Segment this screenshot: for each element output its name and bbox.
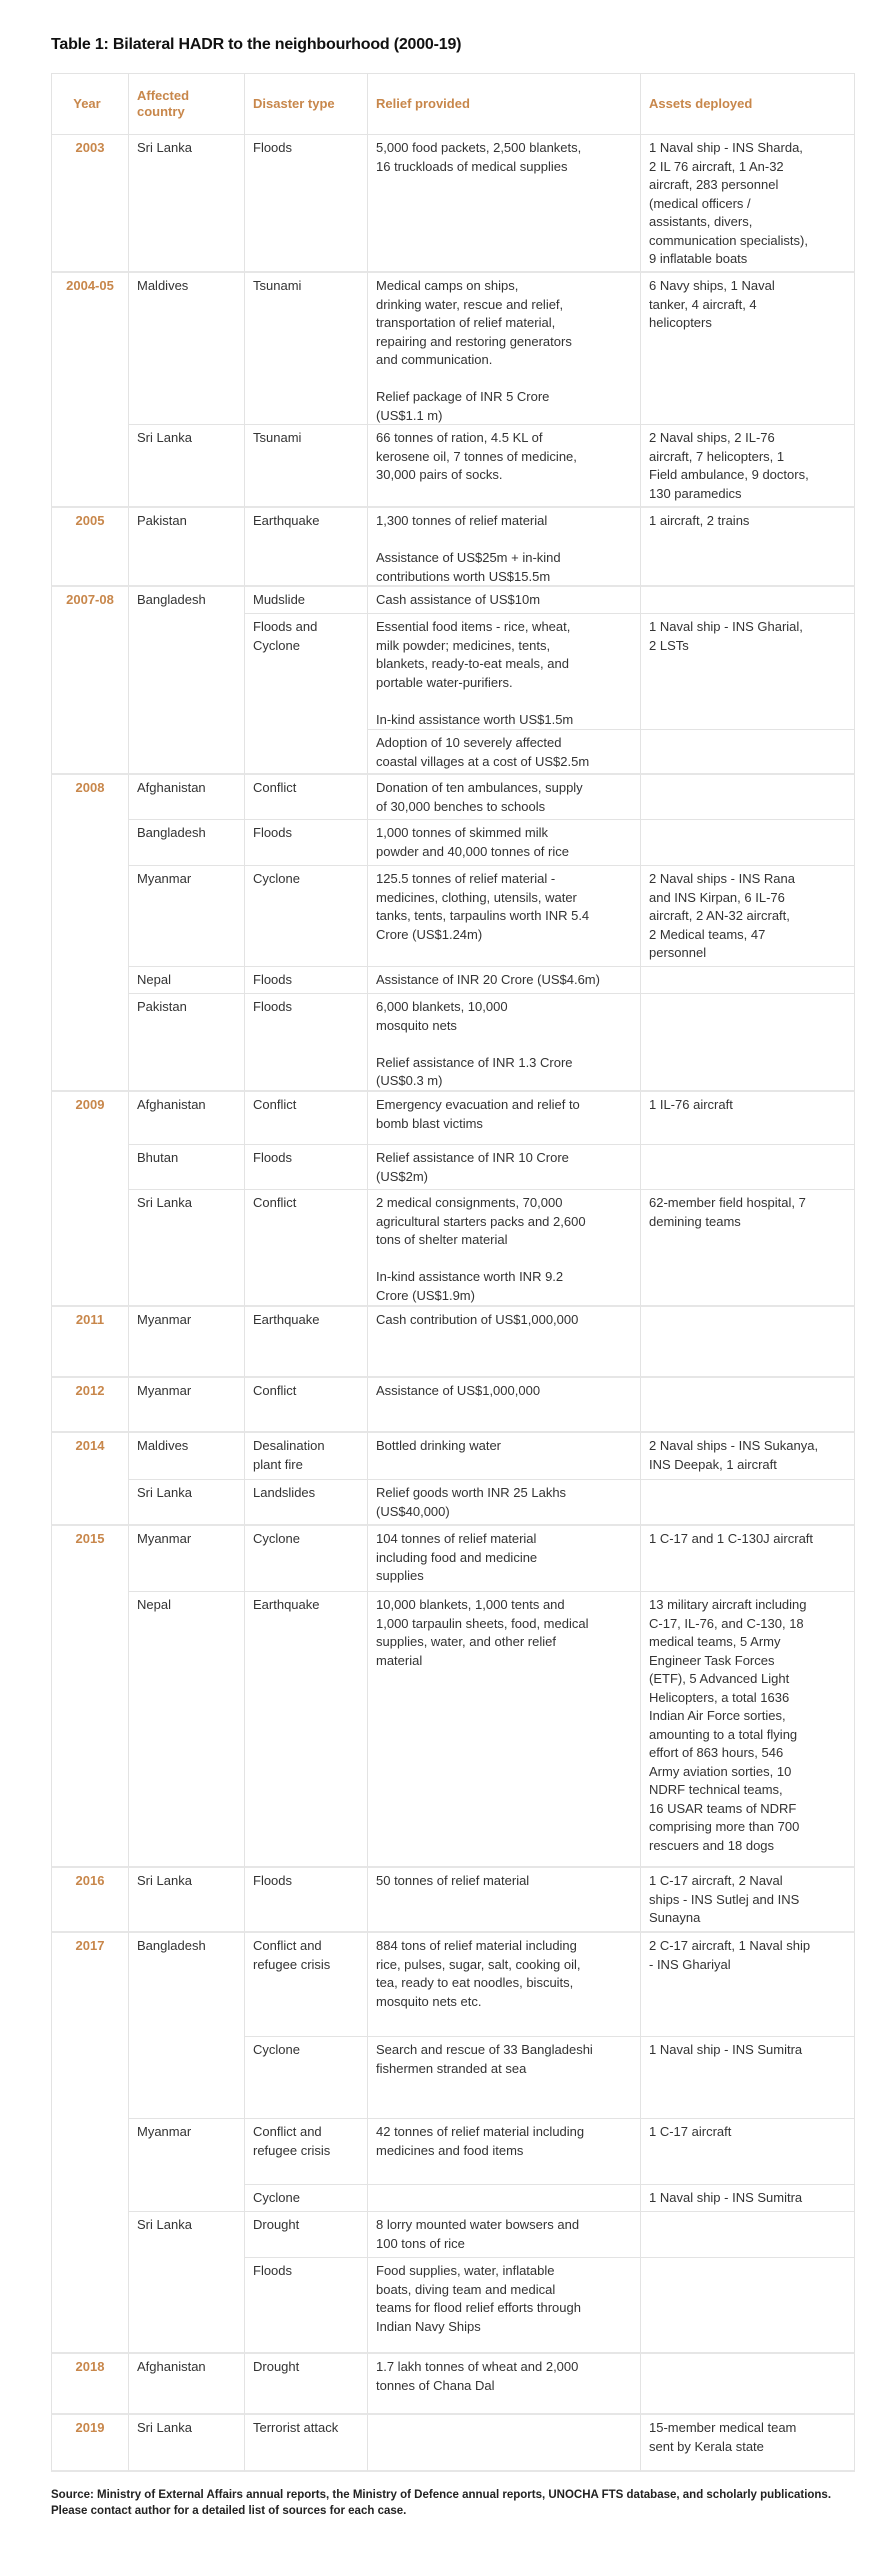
country-cell: Nepal xyxy=(129,967,245,994)
year-cell: 2003 xyxy=(51,135,129,273)
assets-cell: 15-member medical team sent by Kerala state xyxy=(641,2415,855,2472)
year-cell: 2007-08 xyxy=(51,587,129,775)
disaster-cell: Floods and Cyclone xyxy=(245,614,368,775)
relief-cell: Emergency evacuation and relief to bomb blast victims xyxy=(368,1092,641,1145)
country-cell: Sri Lanka xyxy=(129,135,245,273)
disaster-cell: Conflict xyxy=(245,1092,368,1145)
assets-cell: 1 Naval ship - INS Sumitra xyxy=(641,2185,855,2212)
relief-cell: 1,000 tonnes of skimmed milk powder and 40,000 tonnes of rice xyxy=(368,820,641,866)
relief-cell: 884 tons of relief material including rice, pulses, sugar, salt, cooking oil, tea, ready to eat noodles, biscuits, mosquito nets etc. xyxy=(368,1933,641,2037)
disaster-cell: Floods xyxy=(245,135,368,273)
disaster-cell: Drought xyxy=(245,2212,368,2258)
assets-cell: 6 Navy ships, 1 Naval tanker, 4 aircraft, 4 helicopters xyxy=(641,273,855,425)
source-note: Source: Ministry of External Affairs annual reports, the Ministry of Defence annual reports, UNOCHA FTS database, and scholarly publications. Please contact author for a detailed list of sources for each case. xyxy=(51,2489,832,2517)
country-cell: Pakistan xyxy=(129,508,245,587)
relief-cell: Cash assistance of US$10m xyxy=(368,587,641,614)
relief-cell: Essential food items - rice, wheat, milk powder; medicines, tents, blankets, ready-to-eat meals, and portable water-purifiers. In-kind assistance worth US$1.5m xyxy=(368,614,641,730)
country-cell: Bangladesh xyxy=(129,587,245,775)
disaster-cell: Earthquake xyxy=(245,1592,368,1868)
relief-cell: Relief assistance of INR 10 Crore (US$2m) xyxy=(368,1145,641,1190)
relief-cell: 1,300 tonnes of relief material Assistance of US$25m + in-kind contributions worth US$15.5m xyxy=(368,508,641,587)
year-cell: 2009 xyxy=(51,1092,129,1307)
disaster-cell: Floods xyxy=(245,2258,368,2354)
disaster-cell: Conflict xyxy=(245,1378,368,1433)
relief-cell: Food supplies, water, inflatable boats, diving team and medical teams for flood relief efforts through Indian Navy Ships xyxy=(368,2258,641,2354)
relief-cell: 5,000 food packets, 2,500 blankets, 16 truckloads of medical supplies xyxy=(368,135,641,273)
relief-cell: Relief goods worth INR 25 Lakhs (US$40,000) xyxy=(368,1480,641,1526)
country-cell: Myanmar xyxy=(129,1307,245,1378)
assets-cell: 1 C-17 aircraft xyxy=(641,2119,855,2185)
assets-cell xyxy=(641,775,855,820)
country-cell: Myanmar xyxy=(129,1378,245,1433)
country-cell: Bhutan xyxy=(129,1145,245,1190)
disaster-cell: Cyclone xyxy=(245,866,368,967)
relief-cell: Bottled drinking water xyxy=(368,1433,641,1480)
country-cell: Myanmar xyxy=(129,1526,245,1592)
relief-cell xyxy=(368,2185,641,2212)
assets-cell: 1 Naval ship - INS Sumitra xyxy=(641,2037,855,2119)
year-cell: 2011 xyxy=(51,1307,129,1378)
year-cell: 2014 xyxy=(51,1433,129,1526)
assets-cell: 2 Naval ships - INS Sukanya, INS Deepak, 1 aircraft xyxy=(641,1433,855,1480)
relief-cell: Medical camps on ships, drinking water, rescue and relief, transportation of relief material, repairing and restoring generators and communication. Relief package of INR 5 Crore (US$1.1 m) xyxy=(368,273,641,425)
disaster-cell: Floods xyxy=(245,1868,368,1933)
country-cell: Myanmar xyxy=(129,866,245,967)
disaster-cell: Earthquake xyxy=(245,508,368,587)
assets-cell: 1 IL-76 aircraft xyxy=(641,1092,855,1145)
assets-cell xyxy=(641,2258,855,2354)
assets-cell xyxy=(641,1378,855,1433)
relief-cell: 6,000 blankets, 10,000 mosquito nets Relief assistance of INR 1.3 Crore (US$0.3 m) xyxy=(368,994,641,1092)
country-cell: Sri Lanka xyxy=(129,1868,245,1933)
assets-cell: 1 C-17 aircraft, 2 Naval ships - INS Sutlej and INS Sunayna xyxy=(641,1868,855,1933)
assets-cell xyxy=(641,820,855,866)
relief-cell: 104 tonnes of relief material including food and medicine supplies xyxy=(368,1526,641,1592)
assets-cell xyxy=(641,994,855,1092)
disaster-cell: Conflict xyxy=(245,775,368,820)
country-cell: Afghanistan xyxy=(129,775,245,820)
header-relief: Relief provided xyxy=(368,73,641,135)
year-cell: 2017 xyxy=(51,1933,129,2354)
disaster-cell: Desalination plant fire xyxy=(245,1433,368,1480)
country-cell: Sri Lanka xyxy=(129,1480,245,1526)
year-cell: 2015 xyxy=(51,1526,129,1868)
country-cell: Bangladesh xyxy=(129,820,245,866)
disaster-cell: Cyclone xyxy=(245,1526,368,1592)
assets-cell xyxy=(641,1307,855,1378)
disaster-cell: Floods xyxy=(245,1145,368,1190)
header-disaster: Disaster type xyxy=(245,73,368,135)
country-cell: Bangladesh xyxy=(129,1933,245,2119)
relief-cell: 66 tonnes of ration, 4.5 KL of kerosene oil, 7 tonnes of medicine, 30,000 pairs of socks. xyxy=(368,425,641,508)
disaster-cell: Cyclone xyxy=(245,2037,368,2119)
assets-cell xyxy=(641,1480,855,1526)
relief-cell: 50 tonnes of relief material xyxy=(368,1868,641,1933)
relief-cell: 10,000 blankets, 1,000 tents and 1,000 tarpaulin sheets, food, medical supplies, water, and other relief material xyxy=(368,1592,641,1868)
country-cell: Myanmar xyxy=(129,2119,245,2212)
disaster-cell: Mudslide xyxy=(245,587,368,614)
relief-cell: Cash contribution of US$1,000,000 xyxy=(368,1307,641,1378)
relief-cell: Search and rescue of 33 Bangladeshi fishermen stranded at sea xyxy=(368,2037,641,2119)
country-cell: Sri Lanka xyxy=(129,2212,245,2354)
relief-cell xyxy=(368,2415,641,2472)
assets-cell xyxy=(641,587,855,614)
disaster-cell: Floods xyxy=(245,967,368,994)
country-cell: Sri Lanka xyxy=(129,425,245,508)
country-cell: Sri Lanka xyxy=(129,1190,245,1307)
disaster-cell: Terrorist attack xyxy=(245,2415,368,2472)
relief-cell: Donation of ten ambulances, supply of 30,000 benches to schools xyxy=(368,775,641,820)
assets-cell xyxy=(641,2212,855,2258)
assets-cell: 2 C-17 aircraft, 1 Naval ship - INS Ghariyal xyxy=(641,1933,855,2037)
year-cell: 2019 xyxy=(51,2415,129,2472)
disaster-cell: Floods xyxy=(245,994,368,1092)
assets-cell: 13 military aircraft including C-17, IL-76, and C-130, 18 medical teams, 5 Army Engineer Task Forces (ETF), 5 Advanced Light Helicopters, a total 1636 Indian Air Force sorties, amounting to a total flying effort of 863 hours, 546 Army aviation sorties, 10 NDRF technical teams, 16 USAR teams of NDRF comprising more than 700 rescuers and 18 dogs xyxy=(641,1592,855,1868)
country-cell: Pakistan xyxy=(129,994,245,1092)
relief-cell: Assistance of INR 20 Crore (US$4.6m) xyxy=(368,967,641,994)
relief-cell: 125.5 tonnes of relief material - medicines, clothing, utensils, water tanks, tents, tarpaulins worth INR 5.4 Crore (US$1.24m) xyxy=(368,866,641,967)
relief-cell: 8 lorry mounted water bowsers and 100 tons of rice xyxy=(368,2212,641,2258)
disaster-cell: Conflict xyxy=(245,1190,368,1307)
country-cell: Maldives xyxy=(129,273,245,425)
disaster-cell: Floods xyxy=(245,820,368,866)
disaster-cell: Drought xyxy=(245,2354,368,2415)
assets-cell: 1 Naval ship - INS Sharda, 2 IL 76 aircraft, 1 An-32 aircraft, 283 personnel (medical officers / assistants, divers, communication specialists), 9 inflatable boats xyxy=(641,135,855,273)
year-cell: 2008 xyxy=(51,775,129,1092)
disaster-cell: Tsunami xyxy=(245,425,368,508)
assets-cell: 2 Naval ships, 2 IL-76 aircraft, 7 helicopters, 1 Field ambulance, 9 doctors, 130 paramedics xyxy=(641,425,855,508)
country-cell: Nepal xyxy=(129,1592,245,1868)
country-cell: Afghanistan xyxy=(129,2354,245,2415)
assets-cell: 62-member field hospital, 7 demining teams xyxy=(641,1190,855,1307)
relief-cell: 1.7 lakh tonnes of wheat and 2,000 tonnes of Chana Dal xyxy=(368,2354,641,2415)
header-country: Affected country xyxy=(129,73,245,135)
assets-cell: 1 C-17 and 1 C-130J aircraft xyxy=(641,1526,855,1592)
country-cell: Sri Lanka xyxy=(129,2415,245,2472)
country-cell: Maldives xyxy=(129,1433,245,1480)
assets-cell xyxy=(641,730,855,775)
relief-cell: 42 tonnes of relief material including medicines and food items xyxy=(368,2119,641,2185)
assets-cell xyxy=(641,1145,855,1190)
header-year: Year xyxy=(51,73,129,135)
assets-cell: 1 Naval ship - INS Gharial, 2 LSTs xyxy=(641,614,855,730)
disaster-cell: Cyclone xyxy=(245,2185,368,2212)
year-cell: 2012 xyxy=(51,1378,129,1433)
assets-cell: 2 Naval ships - INS Rana and INS Kirpan, 6 IL-76 aircraft, 2 AN-32 aircraft, 2 Medical teams, 47 personnel xyxy=(641,866,855,967)
year-cell: 2016 xyxy=(51,1868,129,1933)
table-title: Table 1: Bilateral HADR to the neighbourhood (2000-19) xyxy=(51,36,462,53)
relief-cell: Assistance of US$1,000,000 xyxy=(368,1378,641,1433)
relief-cell: Adoption of 10 severely affected coastal villages at a cost of US$2.5m xyxy=(368,730,641,775)
disaster-cell: Tsunami xyxy=(245,273,368,425)
assets-cell: 1 aircraft, 2 trains xyxy=(641,508,855,587)
assets-cell xyxy=(641,967,855,994)
disaster-cell: Landslides xyxy=(245,1480,368,1526)
year-cell: 2005 xyxy=(51,508,129,587)
disaster-cell: Conflict and refugee crisis xyxy=(245,2119,368,2185)
relief-cell: 2 medical consignments, 70,000 agricultural starters packs and 2,600 tons of shelter material In-kind assistance worth INR 9.2 Crore (US$1.9m) xyxy=(368,1190,641,1307)
header-assets: Assets deployed xyxy=(641,73,855,135)
year-cell: 2004-05 xyxy=(51,273,129,508)
disaster-cell: Conflict and refugee crisis xyxy=(245,1933,368,2037)
country-cell: Afghanistan xyxy=(129,1092,245,1145)
assets-cell xyxy=(641,2354,855,2415)
disaster-cell: Earthquake xyxy=(245,1307,368,1378)
year-cell: 2018 xyxy=(51,2354,129,2415)
